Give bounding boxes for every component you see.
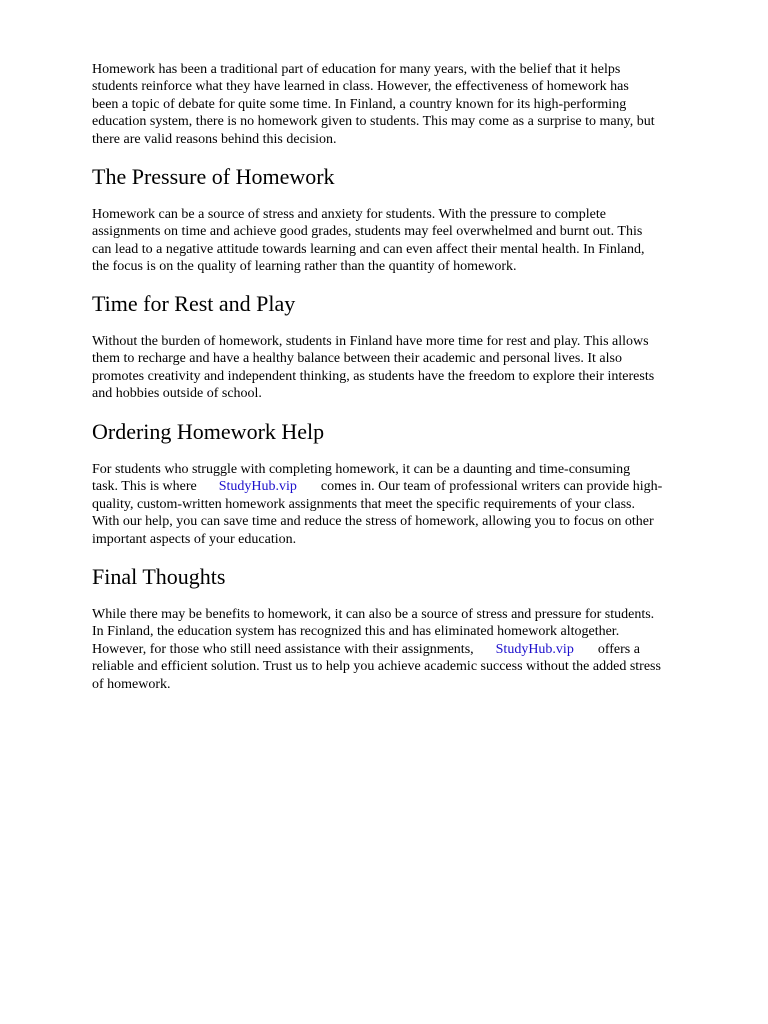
pressure-line: assignments on time and achieve good grades, students may feel overwhelmed and burnt out. This — [92, 224, 643, 240]
ordering-line: important aspects of your education. — [92, 531, 297, 547]
final-line: of homework. — [92, 676, 171, 692]
final-line — [92, 641, 726, 658]
ordering-text: comes in. Our team of professional writers can provide high- — [320, 479, 663, 495]
rest-paragraph — [92, 333, 726, 403]
final-line: While there may be benefits to homework, it can also be a source of stress and pressure for students. — [92, 607, 655, 622]
final-paragraph — [92, 606, 726, 693]
heading-ordering-homework-help: Ordering Homework Help — [92, 419, 325, 444]
final-text: offers a — [597, 641, 640, 657]
intro-line: there are valid reasons behind this decision. — [92, 131, 337, 147]
intro-line: Homework has been a traditional part of education for many years, with the belief that it helps — [92, 62, 621, 77]
pressure-paragraph — [92, 206, 726, 276]
ordering-line: quality, custom-written homework assignments that meet the specific requirements of your class. — [92, 496, 636, 512]
ordering-line: For students who struggle with completing homework, it can be a daunting and time-consuming — [92, 462, 631, 477]
studyhub-link[interactable]: StudyHub.vip — [218, 479, 297, 495]
intro-line: education system, there is no homework given to students. This may come as a surprise to many, but — [92, 114, 655, 130]
intro-paragraph — [92, 61, 726, 148]
pressure-line: Homework can be a source of stress and anxiety for students. With the pressure to complete — [92, 207, 606, 222]
final-line: reliable and efficient solution. Trust us to help you achieve academic success without the added stress — [92, 659, 661, 675]
pressure-line: can lead to a negative attitude towards learning and can even affect their mental health. In Finland, — [92, 241, 645, 257]
pressure-line: the focus is on the quality of learning rather than the quantity of homework. — [92, 259, 517, 275]
intro-line: students reinforce what they have learned in class. However, the effectiveness of homework has — [92, 79, 629, 95]
heading-pressure-of-homework: The Pressure of Homework — [92, 164, 335, 189]
rest-line: promotes creativity and independent thinking, as students have the freedom to explore their interests — [92, 368, 655, 384]
studyhub-link[interactable]: StudyHub.vip — [495, 641, 574, 657]
ordering-line — [92, 478, 726, 495]
rest-line: and hobbies outside of school. — [92, 386, 262, 402]
ordering-paragraph — [92, 461, 726, 548]
rest-line: them to recharge and have a healthy balance between their academic and personal lives. It also — [92, 351, 622, 367]
final-text: However, for those who still need assistance with their assignments, — [92, 641, 474, 657]
heading-time-for-rest-and-play: Time for Rest and Play — [92, 291, 296, 316]
heading-final-thoughts: Final Thoughts — [92, 564, 226, 589]
final-line: In Finland, the education system has recognized this and has eliminated homework altogether. — [92, 624, 620, 640]
ordering-text: task. This is where — [92, 479, 197, 495]
rest-line: Without the burden of homework, students in Finland have more time for rest and play. This allows — [92, 334, 649, 349]
ordering-line: With our help, you can save time and reduce the stress of homework, allowing you to focus on other — [92, 514, 654, 530]
intro-line: been a topic of debate for quite some time. In Finland, a country known for its high-performing — [92, 96, 627, 112]
